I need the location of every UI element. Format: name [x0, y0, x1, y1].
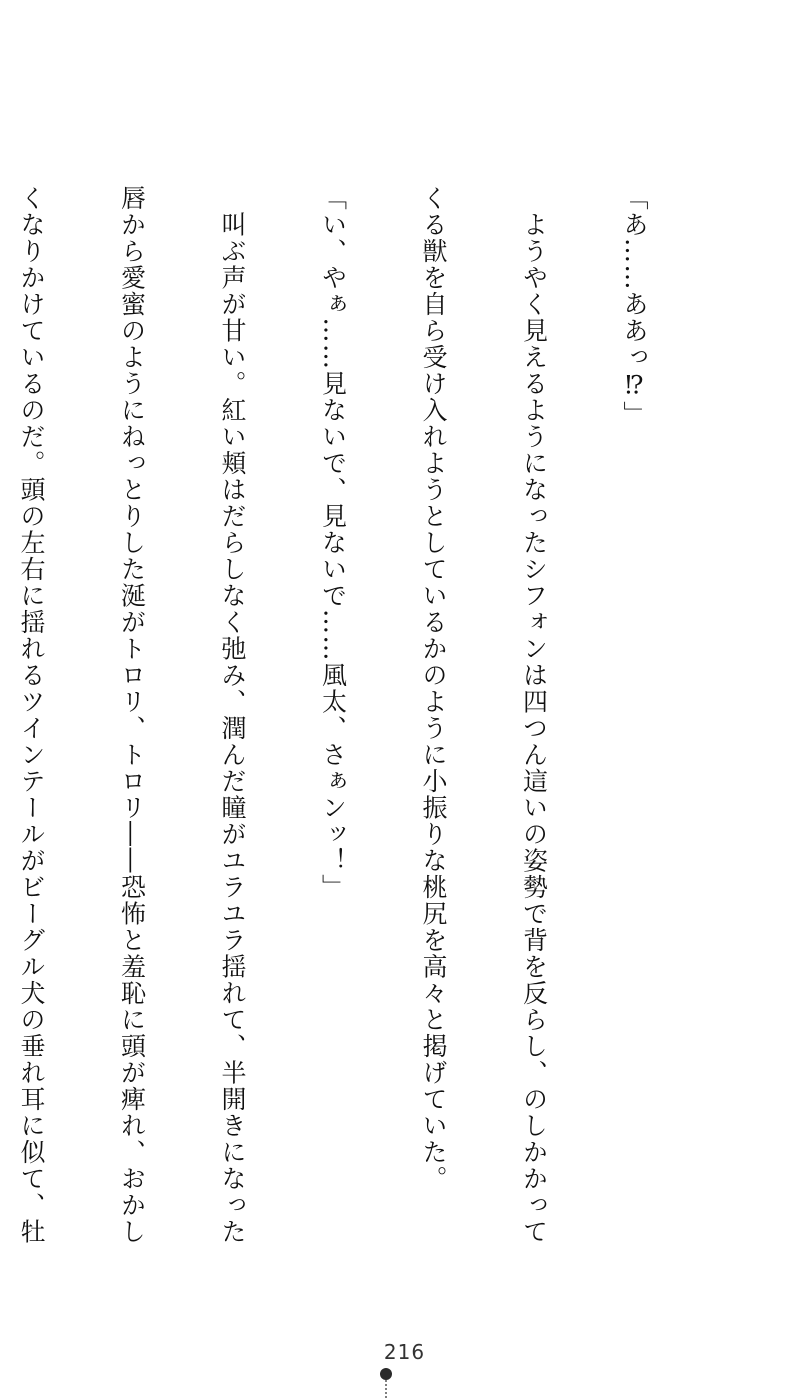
- text-line-3: くる獣を自ら受け入れようとしているかのように小振りな桃尻を高々と掲げていた。: [419, 185, 448, 1192]
- text-line-2: ようやく見えるようになったシフォンは四つん這いの姿勢で背を反らし、のしかかって: [519, 185, 549, 1245]
- text-line-7: くなりかけているのだ。頭の左右に揺れるツインテールがビーグル犬の垂れ耳に似て、牡: [17, 185, 46, 1245]
- page-number: 216: [383, 1340, 426, 1364]
- bookmark-marker-icon: [379, 1366, 393, 1400]
- text-line-6: 唇から愛蜜のようにねっとりした涎がトロリ、トロリ――恐怖と羞恥に頭が痺れ、おかし: [117, 185, 147, 1245]
- text-line-1: 「あ……ああっ⁉」: [620, 185, 649, 428]
- text-line-5: 叫ぶ声が甘い。紅い頬はだらしなく弛み、潤んだ瞳がユラユラ揺れて、半開きになった: [218, 185, 247, 1245]
- text-line-4: 「い、やぁ……見ないで、見ないで……風太、さぁンッ！」: [318, 185, 348, 901]
- vertical-text-body: [0, 185, 718, 1245]
